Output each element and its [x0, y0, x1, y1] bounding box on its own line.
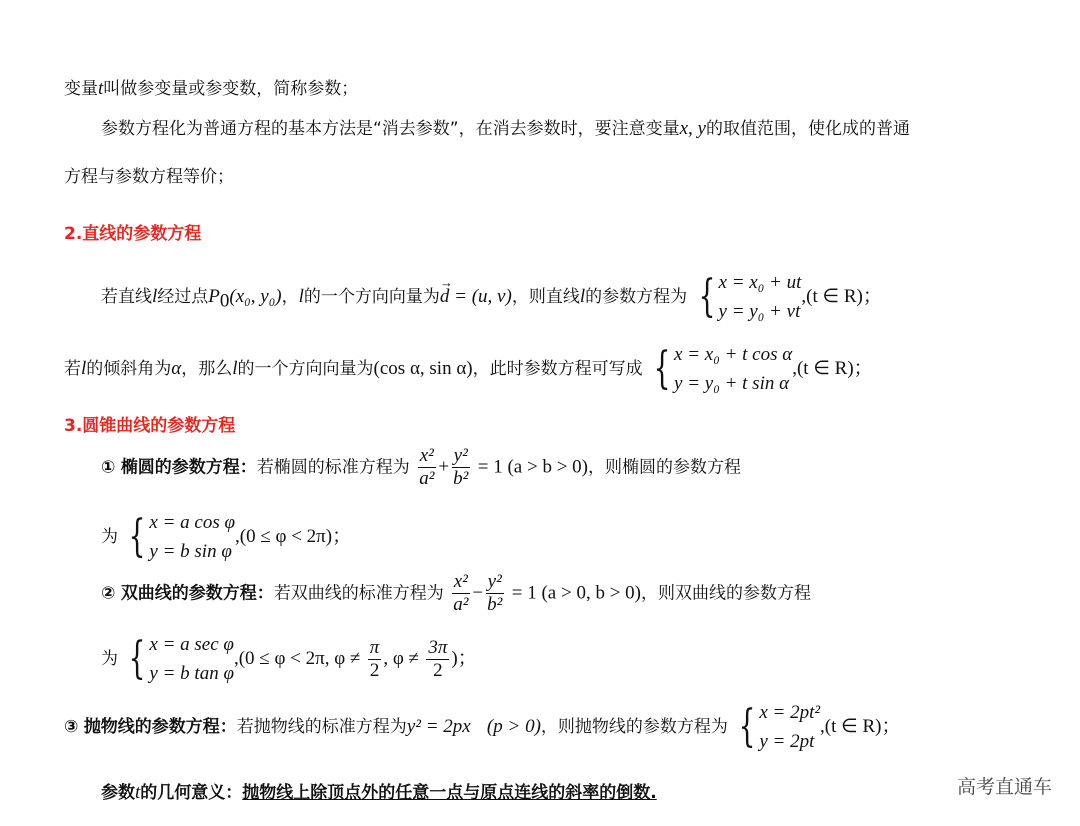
paragraph-equivalence: 方程与参数方程等价；	[64, 167, 234, 187]
geometric-meaning: 参数t的几何意义：抛物线上除顶点外的任意一点与原点连线的斜率的倒数.	[101, 782, 657, 803]
heading-line-parametric: 2.直线的参数方程	[64, 224, 202, 244]
heading-conic-parametric: 3.圆锥曲线的参数方程	[64, 416, 236, 436]
fraction-3pi-2: $\frac{3\pi}{2}$	[428, 636, 448, 681]
hyperbola-parametric: 为 { x = a sec φ y = b tan φ ,(0 ≤ φ < 2π, φ ≠ $\frac{\pi}{2}$ , φ ≠ $\frac{3\pi}{2}$ )；	[101, 630, 477, 688]
paragraph-conversion-method: 参数方程化为普通方程的基本方法是“消去参数”，在消去参数时，要注意变量x, y的取值范围，使化成的普通	[101, 118, 910, 139]
parabola-line: ③ 抛物线的参数方程：若抛物线的标准方程为y² = 2px (p > 0)，则抛物线的参数方程为 { x = 2pt² y = 2pt ,(t ∈ R)；	[64, 698, 900, 756]
equation-system-hyperbola: { x = a sec φ y = b tan φ	[129, 633, 234, 684]
ellipse-parametric: 为 { x = a cos φ y = b sin φ ,(0 ≤ φ < 2π)；	[101, 508, 351, 566]
equation-system-angle: { x = x₀ + t cos α y = y₀ + t sin α	[653, 343, 793, 394]
equation-system-line: { x = x₀ + ut y = y₀ + vt	[698, 271, 802, 322]
brace-icon: {	[698, 271, 715, 322]
paragraph-parameter-def: 变量t叫做参变量或参变数，简称参数；	[64, 78, 359, 99]
fraction-x2-a2: $\frac{\text{x²}}{\text{a²}}$	[419, 445, 435, 489]
fraction-y2-b2: $\frac{\text{y²}}{\text{b²}}$	[487, 571, 503, 615]
line-parametric-general: 若直线l经过点$P_0(x_0$, y₀)，l的一个方向向量为→ d = (u, v)，则直线l的参数方程为 { x = x₀ + ut y = y₀ + vt ,(t ∈ R)；	[101, 268, 882, 326]
brace-icon: {	[129, 633, 146, 684]
fraction-x2-a2: $\frac{\text{x²}}{\text{a²}}$	[453, 571, 469, 615]
brace-icon: {	[129, 511, 146, 562]
fraction-pi-2: $\frac{\pi}{2}$	[369, 636, 380, 681]
ellipse-standard: ① 椭圆的参数方程：若椭圆的标准方程为 $\frac{\text{x²}}{\text{a²}}$ + $\frac{\text{y²}}{\text{b²}}$ = 1 (a > b > 0)，则椭圆的参数方程	[101, 445, 741, 489]
brace-icon: {	[653, 343, 671, 394]
line-parametric-angle: 若l的倾斜角为α，那么l的一个方向向量为(cos α, sin α)，此时参数方程可写成 { x = x₀ + t cos α y = y₀ + t sin α ,(t ∈ R)；	[64, 340, 873, 398]
brace-icon: {	[738, 701, 756, 752]
watermark: 高考直通车	[956, 776, 1052, 798]
equation-system-parabola: { x = 2pt² y = 2pt	[738, 701, 821, 752]
vector-d: → d	[440, 286, 450, 308]
equation-system-ellipse: { x = a cos φ y = b sin φ	[129, 511, 235, 562]
fraction-y2-b2: $\frac{\text{y²}}{\text{b²}}$	[453, 445, 469, 489]
hyperbola-standard: ② 双曲线的参数方程：若双曲线的标准方程为 $\frac{\text{x²}}{\text{a²}}$ − $\frac{\text{y²}}{\text{b²}}$ = 1 (a > 0, b > 0)，则双曲线的参数方程	[101, 571, 811, 615]
